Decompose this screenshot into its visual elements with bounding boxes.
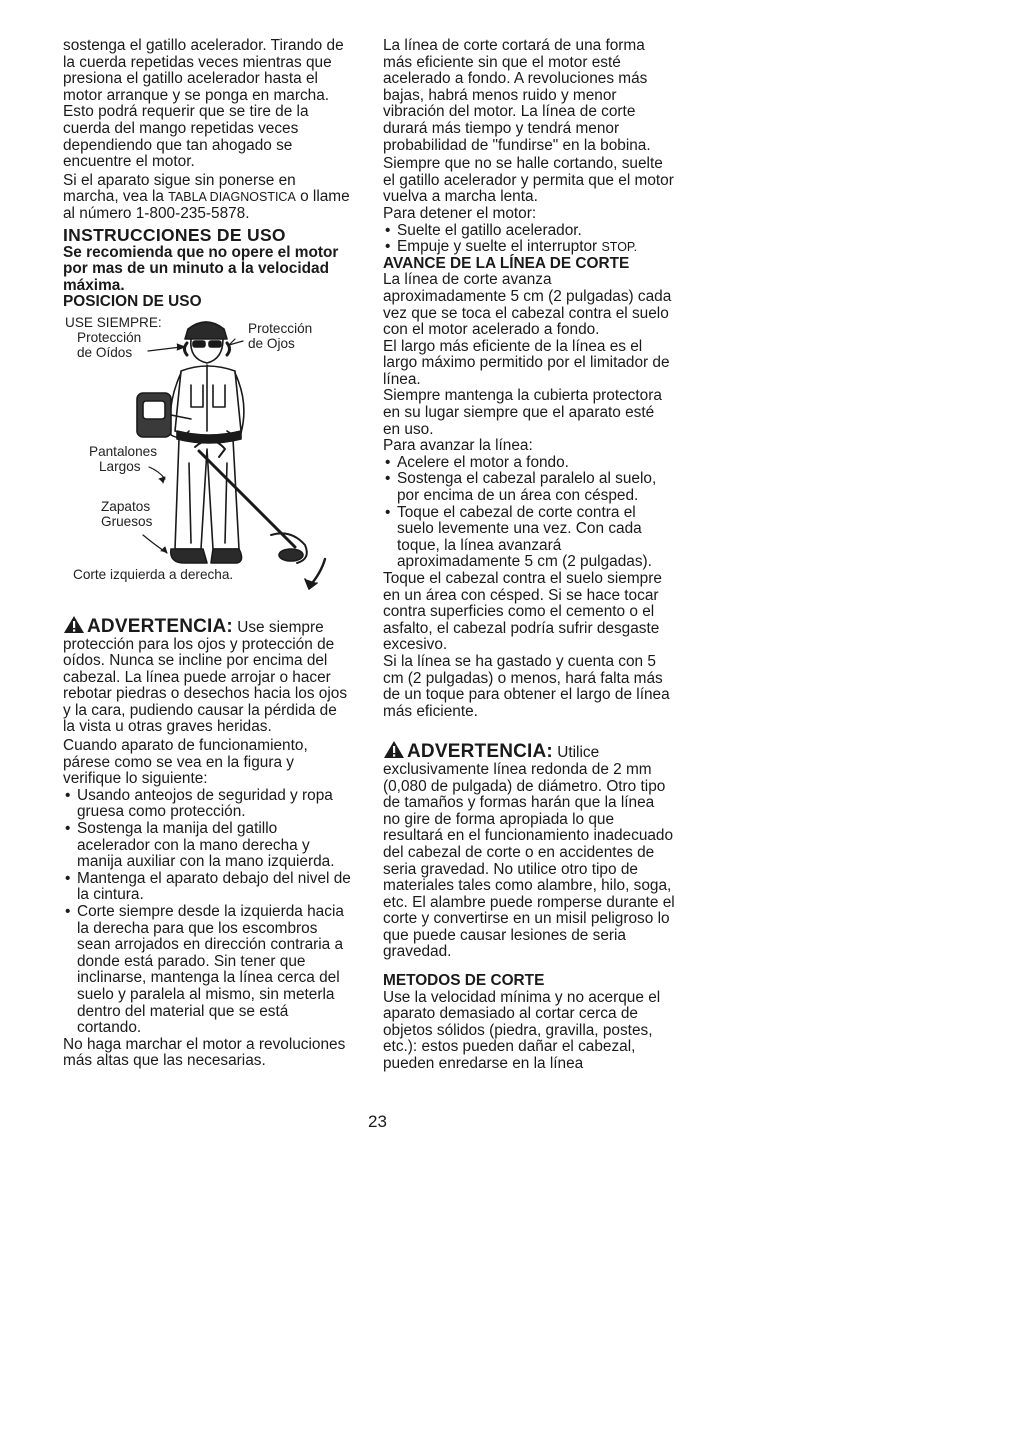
line-feed-paragraph-1: La línea de corte avanza aproximadamente 5 cm (2 pulgadas) cada vez que se toca el cabezal contra el suelo con el motor acelerado a fondo. (383, 271, 672, 339)
label-eye-protection-2: de Ojos (248, 335, 295, 351)
list-item: • Usando anteojos de seguridad y ropa gruesa como protección. (63, 788, 353, 821)
line-feed-paragraph-2: El largo más eficiente de la línea es el largo máximo permitido por el limitador de línea. (383, 337, 670, 388)
list-item: • Acelere el motor a fondo. (383, 455, 675, 472)
list-item: • Empuje y suelte el interruptor STOP. (383, 239, 675, 256)
label-ear-protection-1: Protección (77, 329, 142, 345)
warning-text: Use siempre protección para los ojos y protección de oídos. Nunca se incline por encima del cabezal. La línea puede arrojar o hacer rebotar piedras o desechos hacia los ojos y la cara, pudiendo causar la pérdida de la vista u otras graves heridas. (63, 618, 348, 736)
label-long-pants-1: Pantalones (89, 443, 158, 459)
label-use-always: USE SIEMPRE: (65, 314, 162, 330)
line-feed-title: AVANCE DE LA LÍNEA DE CORTE (383, 254, 630, 272)
line-feed-steps (383, 455, 675, 571)
recommendation-note: Se recomienda que no opere el motor por mas de un minuto a la velocidad máxima. (63, 243, 339, 294)
operating-intro: Cuando aparato de funcionamiento, párese como se vea en la figura y verifique lo siguiente: (63, 737, 308, 788)
left-column (63, 38, 353, 1070)
stop-engine-list (383, 223, 675, 256)
list-item: • Mantenga el aparato debajo del nivel de la cintura. (63, 871, 353, 904)
right-column (383, 38, 675, 1073)
operating-position-figure (63, 313, 353, 601)
warning-triangle-icon (63, 615, 85, 634)
stop-switch-label: STOP. (601, 240, 638, 255)
idle-paragraph: Siempre que no se halle cortando, suelte el gatillo acelerador y permita que el motor vuelva a marcha lenta. (383, 155, 674, 206)
line-feed-paragraph-3: Siempre mantenga la cubierta protectora en su lugar siempre que el aparato esté en uso. (383, 387, 662, 438)
list-item: • Corte siempre desde la izquierda hacia la derecha para que los escombros sean arrojados en dirección contraria a donde está parado. Sin tener que inclinarse, mantenga la línea cerca del suelo y paralela al mismo, sin meterla dentro del material que se está cortando. (63, 904, 353, 1037)
subsection-title: POSICION DE USO (63, 293, 202, 311)
closing-paragraph: No haga marchar el motor a revoluciones más altas que las necesarias. (63, 1035, 346, 1070)
label-long-pants-2: Largos (99, 458, 141, 474)
label-ear-protection-2: de Oídos (77, 344, 133, 360)
list-item: • Suelte el gatillo acelerador. (383, 223, 675, 240)
label-heavy-shoes-1: Zapatos (101, 498, 151, 514)
list-item: • Sostenga la manija del gatillo acelerador con la mano derecha y manija auxiliar con la mano izquierda. (63, 821, 353, 871)
warning-title: ADVERTENCIA: (87, 615, 233, 637)
label-heavy-shoes-2: Gruesos (101, 513, 153, 529)
line-feed-paragraph-4: Para avanzar la línea: (383, 437, 533, 455)
label-eye-protection-1: Protección (248, 320, 313, 336)
warning-text: Utilice exclusivamente línea redonda de 2 mm (0,080 de pulgada) de diámetro. Otro tipo de tamaños y formas harán que la línea no gire de forma apropiada lo que resultará en el funcionamiento inadecuado del cabezal de corte o en accidentes de seria gravedad. No utilice otro tipo de materiales tales como alambre, hilo, soga, etc. El alambre puede romperse durante el corte y convertirse en un misil peligroso lo que puede causar lesiones de seria gravedad. (383, 744, 675, 961)
figure-caption: Corte izquierda a derecha. (73, 566, 234, 582)
line-feed-paragraph-5: Toque el cabezal contra el suelo siempre en un área con césped. Si se hace tocar contra superficies como el cemento o el asfalto, el cabezal podría sufrir desgaste excesivo. (383, 570, 662, 654)
intro-paragraph: sostenga el gatillo acelerador. Tirando de la cuerda repetidas veces mientras que presiona el gatillo acelerador hasta el motor arranque y se ponga en marcha. Esto podrá requerir que se tire de la cuerda del mango repetidas veces dependiendo que tan ahogado se encuentre el motor. (63, 37, 344, 171)
page-number: 23 (368, 1112, 387, 1131)
cutting-methods-paragraph: Use la velocidad mínima y no acerque el aparato demasiado al cortar cerca de objetos sólidos (piedra, gravilla, postes, etc.): estos pueden dañar el cabezal, pueden enredarse en la línea (383, 988, 661, 1073)
section-title: INSTRUCCIONES DE USO (63, 224, 286, 245)
efficiency-paragraph: La línea de corte cortará de una forma más eficiente sin que el motor esté acelerado a fondo. A revoluciones más bajas, habrá menos ruido y menor vibración del motor. La línea de corte durará más tiempo y tendrá menor probabilidad de "fundirse" en la bobina. (383, 37, 651, 154)
warning-title: ADVERTENCIA: (407, 741, 553, 763)
diagnostic-table-ref: TABLA DIAGNOSTICA (168, 190, 296, 205)
list-item: • Sostenga el cabezal paralelo al suelo, por encima de un área con césped. (383, 471, 675, 504)
warning-triangle-icon (383, 740, 405, 759)
line-feed-paragraph-6: Si la línea se ha gastado y cuenta con 5 cm (2 pulgadas) o menos, hará falta más de un toque para obtener el largo de línea más eficiente. (383, 652, 670, 720)
warning-paragraph (63, 615, 353, 736)
list-item: • Toque el cabezal de corte contra el suelo levemente una vez. Con cada toque, la línea avanzará aproximadamente 5 cm (2 pulgadas). (383, 505, 675, 571)
intro-paragraph-2: Si el aparato sigue sin ponerse en marcha, vea la TABLA DIAGNOSTICA o llame al número 1-800-235-5878. (63, 171, 350, 222)
warning-paragraph-right (383, 740, 675, 961)
stop-engine-intro: Para detener el motor: (383, 204, 537, 222)
operating-checklist (63, 788, 353, 1037)
cutting-methods-title: METODOS DE CORTE (383, 972, 545, 990)
